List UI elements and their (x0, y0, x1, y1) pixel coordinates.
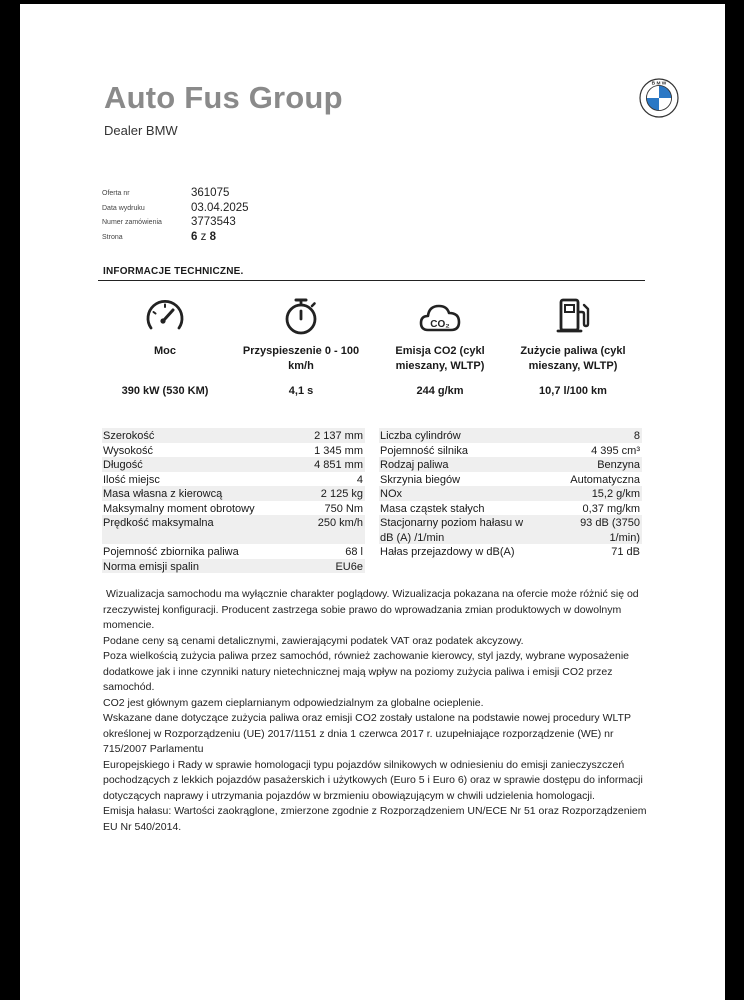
spec-row (379, 501, 642, 516)
spec-value: 750 Nm (324, 502, 363, 515)
spec-row (379, 515, 642, 544)
page-total: 8 (209, 230, 216, 243)
meta-value: 3773543 (191, 216, 236, 228)
kpi-value: 390 kW (530 KM) (121, 385, 209, 397)
spec-value-line: 1/min) (609, 531, 640, 544)
spec-row (102, 501, 365, 516)
spec-row (379, 443, 642, 458)
spec-value: 2 125 kg (320, 488, 363, 500)
section-title: INFORMACJE TECHNICZNE. (103, 266, 244, 277)
kpi-acceleration (231, 294, 371, 397)
spec-row (102, 443, 365, 458)
spec-label: Maksymalny moment obrotowy (103, 502, 255, 515)
spec-value: 4 851 mm (314, 459, 363, 471)
kpi-value: 10,7 l/100 km (539, 385, 607, 397)
disclaimer-paragraph: CO2 jest głównym gazem cieplarnianym odpowiedzialnym za globalne ocieplenie. (103, 696, 484, 709)
spec-value: 2 137 mm (314, 430, 363, 442)
spec-row (102, 544, 365, 559)
disclaimer-paragraph: Europejskiego i Rady w sprawie homologacji typu pojazdów silnikowych w odniesieniu do emisji zanieczyszczeń pochodzących z lekkich pojazdów pasażerskich i użytkowych (Euro 5 i Euro 6) oraz w sprawie dostępu do informacji dotyczących naprawy i utrzymania pojazdów w brzmieniu obowiązującym w chwili udzielenia homologacji. (103, 758, 643, 802)
spec-label: Rodzaj paliwa (380, 459, 449, 471)
co2-cloud-icon (416, 294, 464, 338)
svg-text:B M W: B M W (651, 81, 667, 87)
spec-value (580, 516, 640, 545)
meta-value: 03.04.2025 (191, 201, 249, 214)
spec-row (102, 559, 365, 574)
spec-label: Norma emisji spalin (103, 560, 199, 573)
specs-right-table (379, 428, 642, 559)
spec-label: Masa własna z kierowcą (103, 488, 223, 500)
kpi-label: Moc (154, 345, 176, 357)
kpi-label: Emisja CO2 (cykl mieszany, WLTP) (395, 345, 485, 372)
spec-value: 250 km/h (317, 517, 363, 529)
kpi-value: 4,1 s (288, 385, 314, 397)
spec-value: Benzyna (597, 459, 640, 471)
spec-value: EU6e (335, 560, 363, 573)
spec-value-line: 93 dB (3750 (580, 517, 640, 529)
spec-row (102, 472, 365, 487)
spec-value: 4 395 cm³ (591, 444, 640, 457)
spec-row (379, 428, 642, 443)
meta-label: Numer zamówienia (102, 219, 162, 226)
spec-label-line: Stacjonarny poziom hałasu w (380, 517, 524, 529)
spec-label: Długość (103, 459, 143, 471)
disclaimer-paragraph: Emisja hałasu: Wartości zaokrąglone, zmierzone zgodnie z Rozporządzeniem UN/ECE Nr 51 oraz Rozporządzeniem EU Nr 540/2014. (103, 805, 647, 833)
spec-label: Wysokość (103, 444, 154, 457)
dealer-subtitle: Dealer BMW (104, 123, 178, 138)
spec-row (379, 486, 642, 501)
spec-label: Masa cząstek stałych (380, 502, 485, 515)
kpi-fuel (503, 294, 643, 397)
spec-value: 1 345 mm (314, 444, 363, 457)
disclaimer-paragraph: Podane ceny są cenami detalicznymi, zawierającymi podatek VAT oraz podatek akcyzowy. (103, 634, 524, 647)
kpi-label: Przyspieszenie 0 - 100 km/h (242, 345, 360, 372)
spec-label: NOx (380, 488, 402, 500)
spec-value: 15,2 g/km (591, 488, 640, 500)
specs-left-table (102, 428, 365, 573)
kpi-label: Zużycie paliwa (cykl mieszany, WLTP) (520, 345, 626, 372)
spec-label: Prędkość maksymalna (103, 517, 214, 529)
disclaimer-text (103, 587, 648, 835)
disclaimer-paragraph: Poza wielkością zużycia paliwa przez samochód, również zachowanie kierowcy, styl jazdy, wybrane wyposażenie dodatkowe jak i inne czynniki natury nietechnicznej mają wpływ na poziomy zużycia paliwa i emisji CO2 przez samochód. (103, 650, 630, 693)
document-page (20, 4, 725, 1000)
spec-label (380, 516, 523, 545)
disclaimer-paragraph: Wskazane dane dotyczące zużycia paliwa oraz emisji CO2 zostały ustalone na podstawie nowej procedury WLTP określonej w Rozporządzeniu (UE) 2017/1151 z dnia 1 czerwca 2017 r. uzupełniające rozporządzenie (WE) nr 715/2007 Parlamentu (103, 712, 631, 755)
spec-row (102, 428, 365, 443)
disclaimer-paragraph: Wizualizacja samochodu ma wyłącznie charakter poglądowy. Wizualizacja pokazana na ofercie może różnić się od rzeczywistej konfiguracji. Producent zastrzega sobie prawo do wprowadzania zmian produktowych w dowolnym momencie. (103, 588, 639, 631)
spec-value: 8 (633, 430, 640, 442)
bmw-logo-icon (639, 78, 679, 118)
spec-value: 71 dB (611, 546, 640, 558)
spec-label: Pojemność silnika (380, 444, 469, 457)
spec-value: 68 l (345, 546, 363, 558)
spec-row (379, 472, 642, 487)
spec-label: Liczba cylindrów (380, 430, 461, 442)
spec-value: 4 (356, 473, 363, 486)
kpi-power (95, 294, 235, 397)
spec-label: Skrzynia biegów (380, 473, 461, 486)
spec-label: Pojemność zbiornika paliwa (103, 546, 239, 558)
page-separator: z (200, 230, 207, 243)
speedometer-icon (143, 294, 187, 338)
spec-value: Automatyczna (570, 473, 640, 486)
meta-label: Oferta nr (102, 190, 130, 197)
spec-row (102, 515, 365, 544)
kpi-co2 (370, 294, 510, 397)
meta-label: Strona (102, 233, 123, 241)
spec-row (102, 457, 365, 472)
co2-icon-text: CO₂ (430, 319, 450, 330)
meta-label: Data wydruku (102, 204, 145, 212)
spec-value: 0,37 mg/km (582, 502, 640, 515)
spec-row (102, 486, 365, 501)
meta-value: 361075 (191, 187, 230, 199)
kpi-value: 244 g/km (416, 385, 464, 397)
spec-label: Szerokość (103, 430, 155, 442)
spec-label: Hałas przejazdowy w dB(A) (380, 546, 515, 558)
dealer-title: Auto Fus Group (104, 80, 343, 115)
spec-row (379, 544, 642, 559)
page-number: 6 (191, 230, 198, 243)
spec-label: Ilość miejsc (103, 473, 160, 486)
fuel-pump-icon (551, 294, 595, 338)
spec-label-line: dB (A) /1/min (380, 531, 445, 544)
page-indicator (191, 231, 216, 243)
spec-row (379, 457, 642, 472)
stopwatch-icon (279, 294, 323, 338)
section-divider (98, 280, 645, 281)
